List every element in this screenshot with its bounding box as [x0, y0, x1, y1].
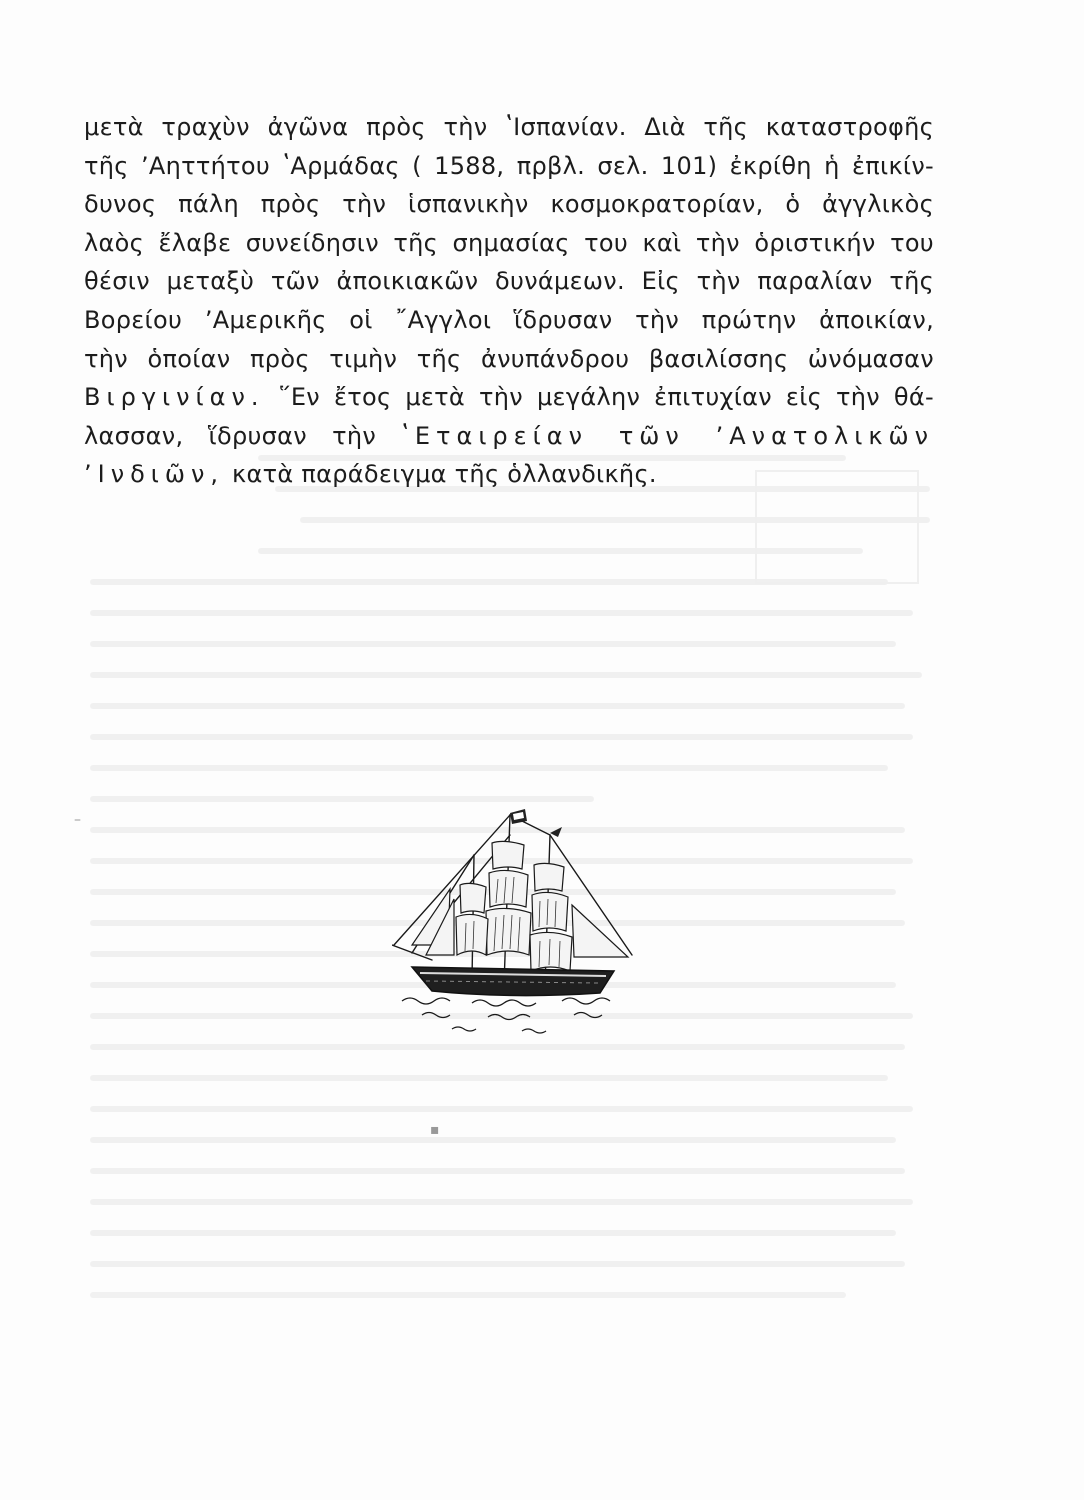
sailing-ship-icon [392, 795, 642, 1040]
text-line-8 [84, 378, 934, 417]
text-line-4: λαὸς ἔλαβε συνείδησιν τῆς σημασίας του καὶ τὴν ὁριστικήν του [84, 228, 934, 257]
text-line-3: δυνος πάλη πρὸς τὴν ἱσπανικὴν κοσμοκρατορίαν, ὁ ἀγγλικὸς [84, 190, 934, 219]
text-line-7: τὴν ὁποίαν πρὸς τιμὴν τῆς ἀνυπάνδρου βασιλίσσης ὠνόμασαν [84, 344, 934, 373]
text-line-5: θέσιν μεταξὺ τῶν ἀποικιακῶν δυνάμεων. Εἰς τὴν παραλίαν τῆς [84, 267, 934, 296]
text-line-2: τῆς ʼΑηττήτου ʽΑρμάδας ( 1588, πρβλ. σελ. 101) ἐκρίθη ἡ ἐπικίν- [84, 151, 934, 180]
text-line-1: μετὰ τραχὺν ἀγῶνα πρὸς τὴν ʽΙσπανίαν. Διὰ τῆς καταστροφῆς [84, 113, 934, 141]
spaced-word-indies: ʼΙνδιῶν, [84, 460, 225, 489]
margin-mark-left: – [74, 812, 81, 828]
text-line-9-start: λασσαν, ἵδρυσαν τὴν [84, 421, 377, 450]
body-text [84, 108, 934, 494]
text-line-9 [84, 417, 934, 456]
text-line-8-rest: ῞Εν ἔτος μετὰ τὴν μεγάλην ἐπιτυχίαν εἰς τὴν θά- [278, 383, 934, 412]
margin-mark-center: ▪ [430, 1122, 440, 1138]
text-line-6: Βορείου ʼΑμερικῆς οἱ ῎Αγγλοι ἵδρυσαν τὴν πρώτην ἀποικίαν, [84, 305, 934, 334]
spaced-company-name: ʽΕταιρείαν τῶν ʼΑνατολικῶν [401, 421, 934, 450]
text-line-10-rest: κατὰ παράδειγμα τῆς ὁλλανδικῆς. [232, 460, 657, 489]
spaced-word-virginia: Βιργινίαν. [84, 383, 265, 412]
text-line-10 [84, 455, 934, 494]
